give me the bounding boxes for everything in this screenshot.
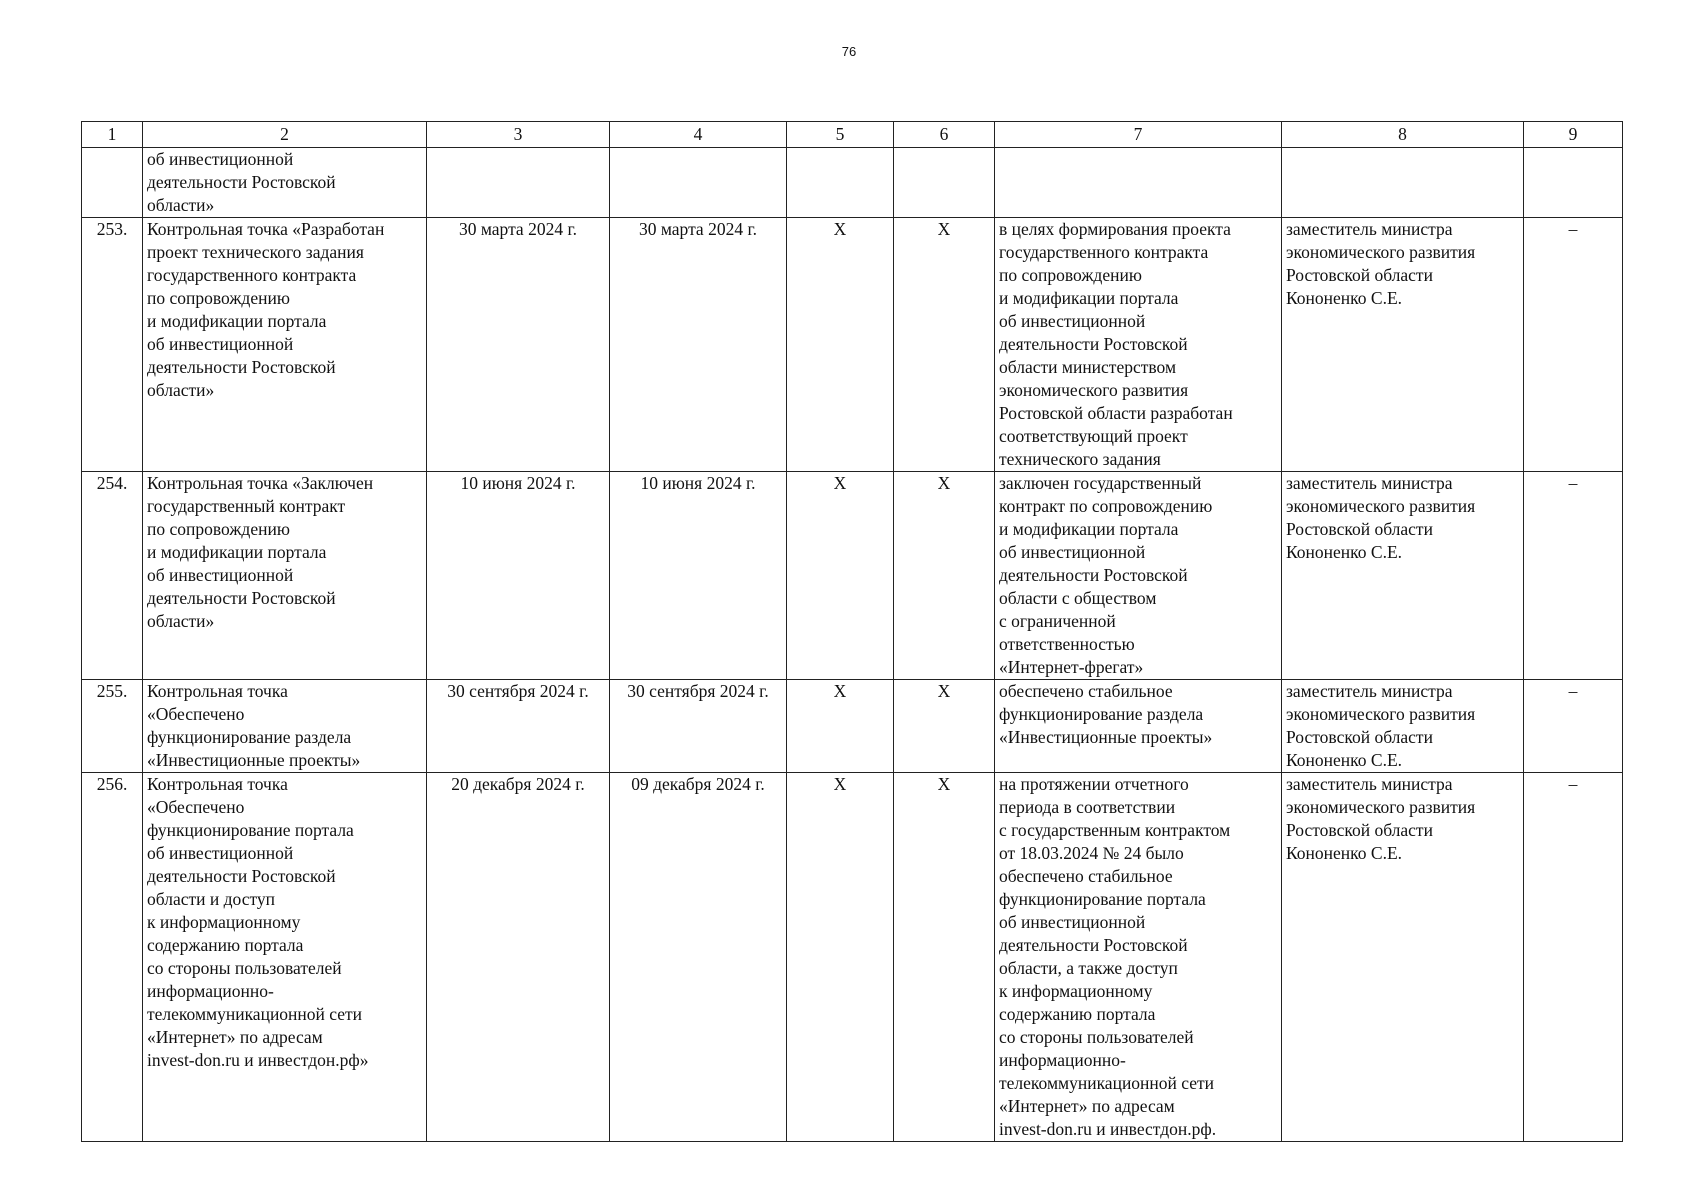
fact-date-cell — [610, 148, 787, 218]
result-cell: на протяжении отчетного периода в соответствии с государственным контрактом от 18.03.2024 № 24 было обеспечено стабильное функционирование портала об инвестиционной деятельности Ростовской области, а также доступ к информационному содержанию портала со стороны пользователей информационно- телекоммуникационной сети «Интернет» по адресам invest-don.ru и инвестдон.рф. — [995, 773, 1282, 1142]
report-table — [81, 121, 1623, 1142]
responsible-cell: заместитель министра экономического развития Ростовской области Кононенко С.Е. — [1282, 472, 1524, 680]
col5-cell: Х — [787, 218, 894, 472]
header-col-7: 7 — [995, 122, 1282, 148]
result-cell: обеспечено стабильное функционирование раздела «Инвестиционные проекты» — [995, 680, 1282, 773]
responsible-cell: заместитель министра экономического развития Ростовской области Кононенко С.Е. — [1282, 773, 1524, 1142]
col6-cell: Х — [894, 680, 995, 773]
page-number: 76 — [841, 44, 857, 59]
plan-date-cell: 30 марта 2024 г. — [427, 218, 610, 472]
col5-cell: Х — [787, 680, 894, 773]
header-col-3: 3 — [427, 122, 610, 148]
row-number: 256. — [82, 773, 143, 1142]
event-cell: Контрольная точка «Заключен государственный контракт по сопровождению и модификации портала об инвестиционной деятельности Ростовской области» — [143, 472, 427, 680]
header-col-1: 1 — [82, 122, 143, 148]
row-number: 253. — [82, 218, 143, 472]
col6-cell: Х — [894, 218, 995, 472]
result-cell: в целях формирования проекта государственного контракта по сопровождению и модификации портала об инвестиционной деятельности Ростовской области министерством экономического развития Ростовской области разработан соответствующий проект технического задания — [995, 218, 1282, 472]
header-col-4: 4 — [610, 122, 787, 148]
table-row — [82, 680, 1623, 773]
table-row — [82, 218, 1623, 472]
header-col-9: 9 — [1524, 122, 1623, 148]
responsible-cell — [1282, 148, 1524, 218]
col9-cell: – — [1524, 773, 1623, 1142]
col9-cell: – — [1524, 472, 1623, 680]
col6-cell — [894, 148, 995, 218]
col5-cell — [787, 148, 894, 218]
responsible-cell: заместитель министра экономического развития Ростовской области Кононенко С.Е. — [1282, 218, 1524, 472]
header-row — [82, 122, 1623, 148]
result-cell — [995, 148, 1282, 218]
table-row — [82, 773, 1623, 1142]
col6-cell: Х — [894, 773, 995, 1142]
col5-cell: Х — [787, 773, 894, 1142]
header-col-2: 2 — [143, 122, 427, 148]
plan-date-cell: 20 декабря 2024 г. — [427, 773, 610, 1142]
fact-date-cell: 10 июня 2024 г. — [610, 472, 787, 680]
header-col-5: 5 — [787, 122, 894, 148]
plan-date-cell — [427, 148, 610, 218]
event-cell: Контрольная точка «Разработан проект технического задания государственного контракта по сопровождению и модификации портала об инвестиционной деятельности Ростовской области» — [143, 218, 427, 472]
event-cell: Контрольная точка «Обеспечено функционирование портала об инвестиционной деятельности Ростовской области и доступ к информационному содержанию портала со стороны пользователей информационно- телекоммуникационной сети «Интернет» по адресам invest-don.ru и инвестдон.рф» — [143, 773, 427, 1142]
col9-cell — [1524, 148, 1623, 218]
event-cell: Контрольная точка «Обеспечено функционирование раздела «Инвестиционные проекты» — [143, 680, 427, 773]
fact-date-cell: 30 марта 2024 г. — [610, 218, 787, 472]
header-col-8: 8 — [1282, 122, 1524, 148]
row-number: 255. — [82, 680, 143, 773]
event-cell: об инвестиционной деятельности Ростовской области» — [143, 148, 427, 218]
row-number — [82, 148, 143, 218]
col9-cell: – — [1524, 218, 1623, 472]
table-row — [82, 148, 1623, 218]
plan-date-cell: 10 июня 2024 г. — [427, 472, 610, 680]
col5-cell: Х — [787, 472, 894, 680]
header-col-6: 6 — [894, 122, 995, 148]
responsible-cell: заместитель министра экономического развития Ростовской области Кононенко С.Е. — [1282, 680, 1524, 773]
table-row — [82, 472, 1623, 680]
col6-cell: Х — [894, 472, 995, 680]
fact-date-cell: 09 декабря 2024 г. — [610, 773, 787, 1142]
plan-date-cell: 30 сентября 2024 г. — [427, 680, 610, 773]
fact-date-cell: 30 сентября 2024 г. — [610, 680, 787, 773]
row-number: 254. — [82, 472, 143, 680]
col9-cell: – — [1524, 680, 1623, 773]
result-cell: заключен государственный контракт по сопровождению и модификации портала об инвестиционной деятельности Ростовской области с обществом с ограниченной ответственностью «Интернет-фрегат» — [995, 472, 1282, 680]
